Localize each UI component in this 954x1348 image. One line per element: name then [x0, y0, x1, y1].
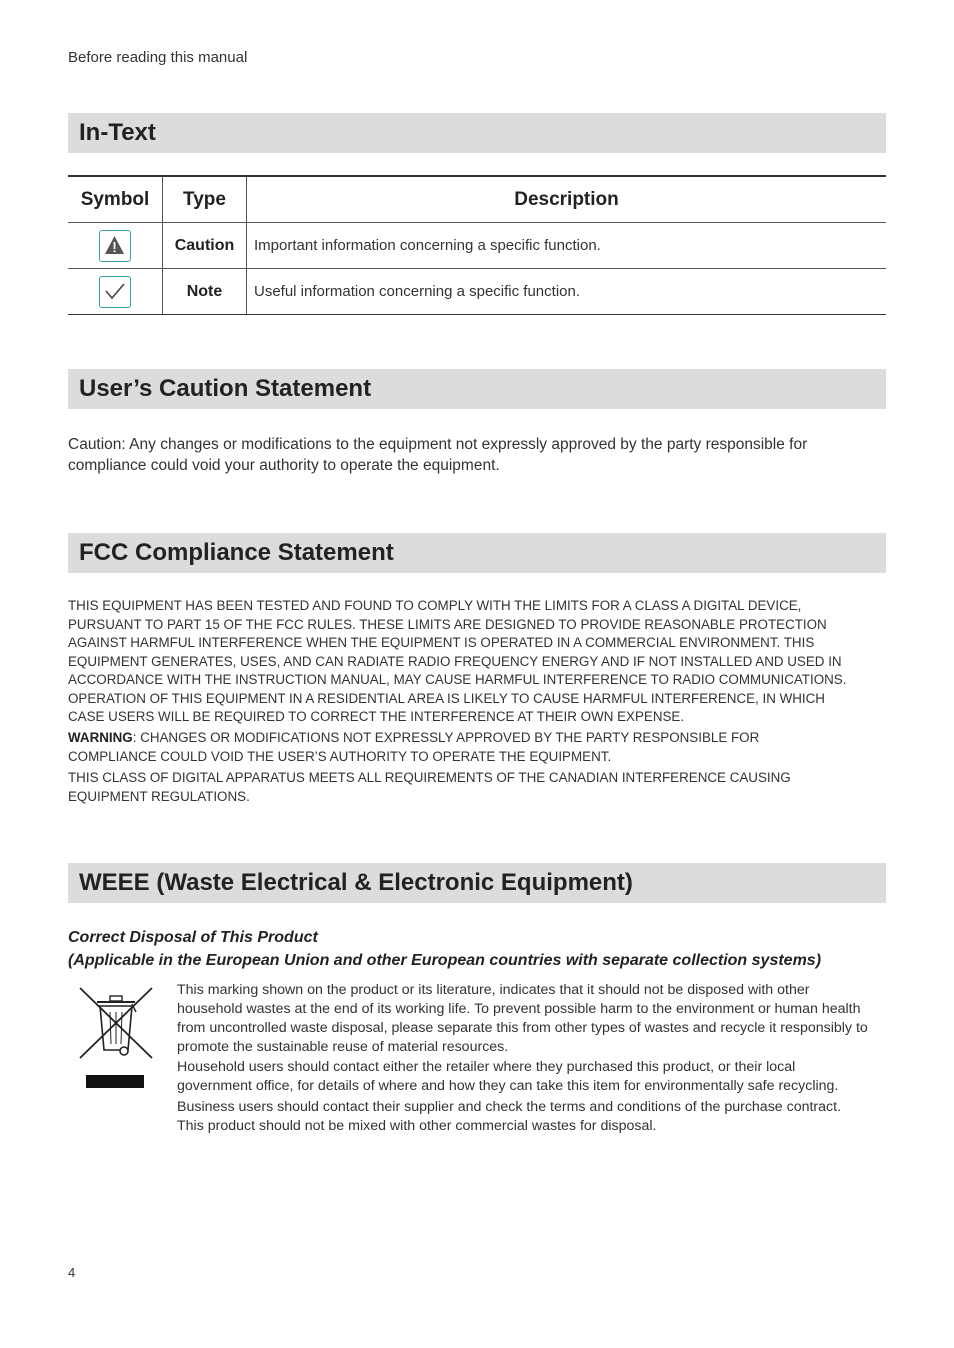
fcc-paragraph: THIS EQUIPMENT HAS BEEN TESTED AND FOUND TO COMPLY WITH THE LIMITS FOR A CLASS A DIGITAL DEVICE, PURSUANT TO PART 15 OF THE FCC RULES. THESE LIMITS ARE DESIGNED TO PROVIDE REASONABLE PROTECTION AGAINST HARMFUL INTERFERENCE WHEN THE EQUIPMENT IS OPERATED IN A COMMERCIAL ENVIRONMENT. THIS EQUIPMENT GENERATES, USES, AND CAN RADIATE RADIO FREQUENCY ENERGY AND IF NOT INSTALLED AND USED IN ACCORDANCE WITH THE INSTRUCTION MANUAL, MAY CAUSE HARMFUL INTERFERENCE TO RADIO COMMUNICATIONS. OPERATION OF THIS EQUIPMENT IN A RESIDENTIAL AREA IS LIKELY TO CAUSE HARMFUL INTERFERENCE, IN WHICH CASE USERS WILL BE REQUIRED TO CORRECT THE INTERFERENCE AT THEIR OWN EXPENSE.: [68, 598, 847, 724]
weee-paragraph-business: Business users should contact their supplier and check the terms and conditions of the purchase contract. This product should not be mixed with other commercial wastes for disposal.: [177, 1099, 842, 1134]
section-title-fcc: FCC Compliance Statement: [79, 539, 394, 566]
running-header: Before reading this manual: [68, 49, 248, 66]
weee-subtitle: Correct Disposal of This Product: [68, 929, 318, 946]
table-row: [68, 269, 886, 315]
column-header-symbol: Symbol: [68, 176, 163, 223]
weee-paragraph-household: Household users should contact either the retailer where they purchased this product, or their local government office, for details of where and how they can take this item for environmentally safe recycling.: [177, 1059, 839, 1094]
section-title-weee: WEEE (Waste Electrical & Electronic Equipment): [79, 869, 633, 896]
table-header-row: [68, 176, 886, 223]
type-cell: Caution: [163, 223, 247, 269]
description-cell: Useful information concerning a specific function.: [247, 269, 887, 315]
fcc-canada-paragraph: THIS CLASS OF DIGITAL APPARATUS MEETS ALL REQUIREMENTS OF THE CANADIAN INTERFERENCE CAUSING EQUIPMENT REGULATIONS.: [68, 770, 791, 804]
weee-applicability-subtitle: (Applicable in the European Union and other European countries with separate collection systems): [68, 952, 822, 969]
section-bar-in-text: [68, 113, 886, 153]
warning-triangle-icon: [99, 230, 131, 262]
section-title-in-text: In-Text: [79, 119, 156, 146]
section-bar-user-caution: [68, 369, 886, 409]
table-row: [68, 223, 886, 269]
warning-label: WARNING: [68, 730, 133, 745]
column-header-description: Description: [247, 176, 887, 223]
weee-paragraph-marking: This marking shown on the product or its literature, indicates that it should not be disposed with other household wastes at the end of its working life. To prevent possible harm to the environment or human health from uncontrolled waste disposal, please separate this from other types of wastes and recycle it responsibly to promote the sustainable reuse of material resources.: [177, 982, 868, 1055]
symbol-table: [68, 175, 886, 315]
fcc-warning-paragraph: WARNING: CHANGES OR MODIFICATIONS NOT EXPRESSLY APPROVED BY THE PARTY RESPONSIBLE FOR COMPLIANCE COULD VOID THE USER’S AUTHORITY TO OPERATE THE EQUIPMENT.: [68, 730, 760, 764]
description-cell: Important information concerning a specific function.: [247, 223, 887, 269]
checkmark-icon: [99, 276, 131, 308]
section-bar-weee: [68, 863, 886, 903]
section-title-user-caution: User’s Caution Statement: [79, 375, 372, 402]
column-header-type: Type: [163, 176, 247, 223]
section-bar-fcc: [68, 533, 886, 573]
type-cell: Note: [163, 269, 247, 315]
page-number: 4: [68, 1265, 76, 1280]
crossed-out-wheelie-bin-icon: [78, 986, 154, 1090]
user-caution-paragraph: Caution: Any changes or modifications to the equipment not expressly approved by the party responsible for compliance could void your authority to operate the equipment.: [68, 436, 808, 474]
